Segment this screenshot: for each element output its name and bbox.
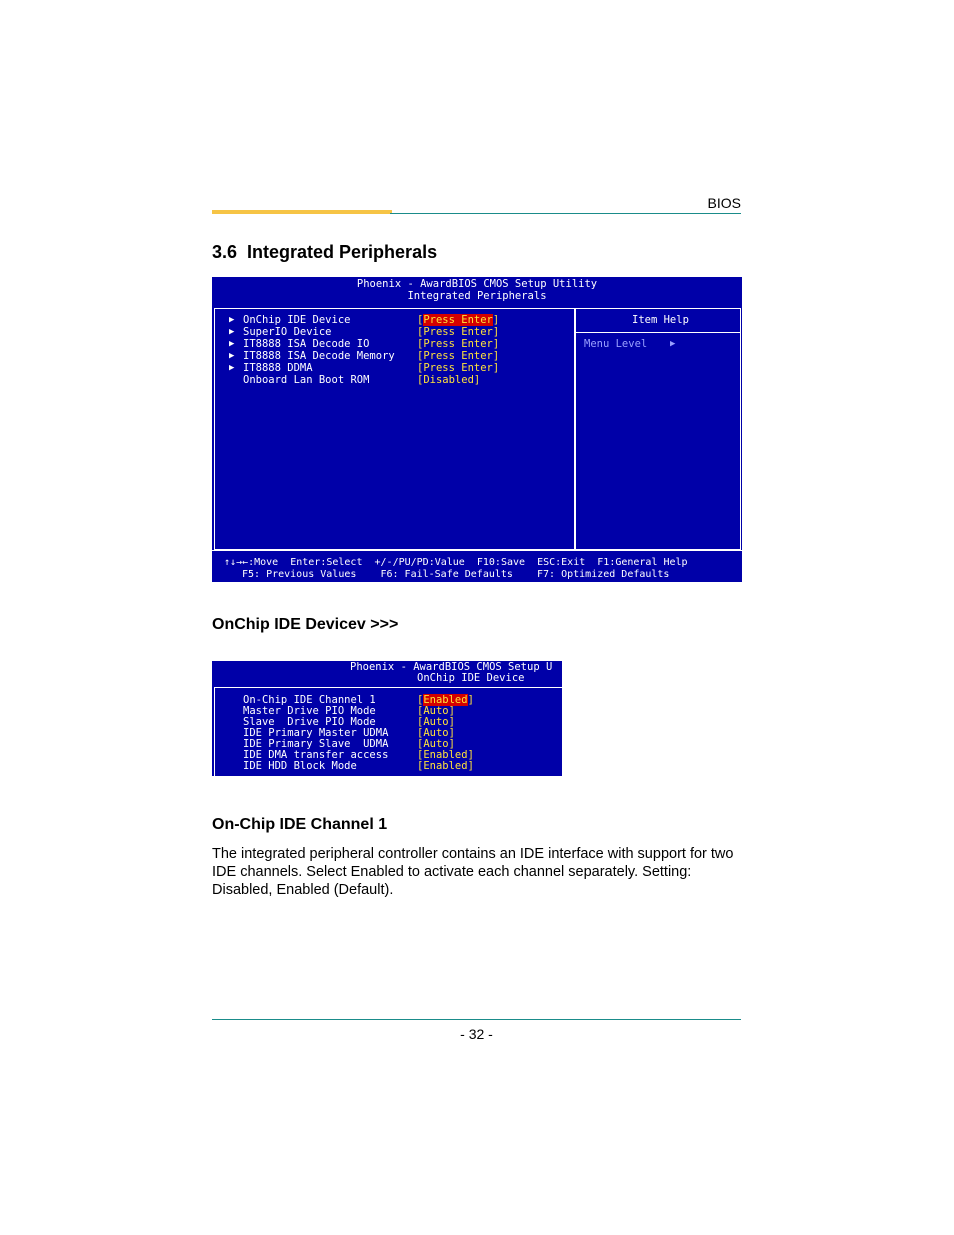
bios-footer-keys: ↑↓→←:Move Enter:Select +/-/PU/PD:Value F10:Save ESC:Exit F1:General Help [224,557,688,568]
bios-item-label: IDE DMA transfer access [243,749,389,761]
value-bracket: ] [467,694,474,706]
bios-footer-defaults: F5: Previous Values F6: Fail-Safe Defaults F7: Optimized Defaults [242,569,670,580]
footer-divider [212,550,742,551]
bios-title: Phoenix - AwardBIOS CMOS Setup U [350,661,553,673]
menu-level-label: Menu Level [584,338,648,350]
section-title: 3.6 Integrated Peripherals [212,242,438,262]
bios-item-value[interactable]: [Disabled] [417,374,481,386]
submenu-arrow-icon: ▶ [229,363,235,373]
bios-screen-integrated-peripherals [212,277,742,582]
bios-menu-item[interactable] [229,350,569,362]
bios-item-value[interactable]: [Auto] [417,727,455,739]
bios-item-label: IT8888 DDMA [243,362,313,374]
bios-menu-item[interactable] [229,314,569,326]
bios-item-value[interactable]: [Press Enter] [417,362,500,374]
bios-item-label: Slave Drive PIO Mode [243,716,376,728]
bios-item-value[interactable]: [Press Enter] [417,338,500,350]
bios-item-value[interactable]: [Press Enter] [417,350,500,362]
value-highlighted: Press Enter [423,314,493,326]
bios-menu-item[interactable] [229,326,569,338]
bios-item-value[interactable]: [Enabled] [417,749,474,761]
bios-item-value[interactable]: [Auto] [417,705,455,717]
help-title: Item Help [632,314,689,326]
bios-menu-item[interactable] [229,374,569,386]
bios-item-value[interactable]: [Press Enter] [417,326,500,338]
bios-item-label: IDE Primary Master UDMA [243,727,389,739]
value-highlighted: Enabled [423,694,468,706]
value-bracket: [ [417,314,424,326]
subsection-title-onchip: OnChip IDE Devicev >>> [212,616,399,633]
bios-item-label: IDE HDD Block Mode [243,760,357,772]
footer-rule [212,1019,741,1020]
bios-item-label: On-Chip IDE Channel 1 [243,694,376,706]
page-number: - 32 - [460,1026,493,1042]
description-paragraph: The integrated peripheral controller contains an IDE interface with support for two IDE channels. Select Enabled to activate each channel separately. Setting: Disabled, Enabled (Default). [212,846,734,898]
submenu-arrow-icon: ▶ [229,315,235,325]
submenu-arrow-icon: ▶ [229,327,235,337]
submenu-arrow-icon: ▶ [229,339,235,349]
bios-subtitle: OnChip IDE Device [417,672,525,684]
bios-item-label: IDE Primary Slave UDMA [243,738,389,750]
bios-menu-item[interactable] [229,760,559,772]
bios-item-label: OnChip IDE Device [243,314,351,326]
bios-menu-item[interactable] [229,362,569,374]
bios-item-value[interactable] [417,314,499,326]
subsection-title-channel: On-Chip IDE Channel 1 [212,816,388,833]
bios-item-label: IT8888 ISA Decode IO [243,338,370,350]
header-rule [390,213,741,214]
help-divider [575,332,740,333]
bios-item-label: Master Drive PIO Mode [243,705,376,717]
chapter-label: BIOS [707,195,741,211]
bios-frame-top [214,687,562,688]
bios-item-value[interactable]: [Enabled] [417,760,474,772]
bios-frame [214,688,215,776]
submenu-arrow-icon: ▶ [229,351,235,361]
menu-level-arrow-icon: ▶ [670,339,676,349]
bios-item-value[interactable]: [Auto] [417,716,455,728]
bios-title: Phoenix - AwardBIOS CMOS Setup Utility [356,278,598,290]
value-bracket: ] [492,314,500,326]
bios-menu-item[interactable] [229,338,569,350]
bios-screen-onchip-ide [212,661,562,776]
value-bracket: [ [417,694,424,706]
bios-item-label: SuperIO Device [243,326,332,338]
bios-subtitle: Integrated Peripherals [407,290,547,302]
bios-item-label: IT8888 ISA Decode Memory [243,350,395,362]
bios-item-label: Onboard Lan Boot ROM [243,374,370,386]
header-accent-line [212,210,392,214]
bios-item-value[interactable]: [Auto] [417,738,455,750]
